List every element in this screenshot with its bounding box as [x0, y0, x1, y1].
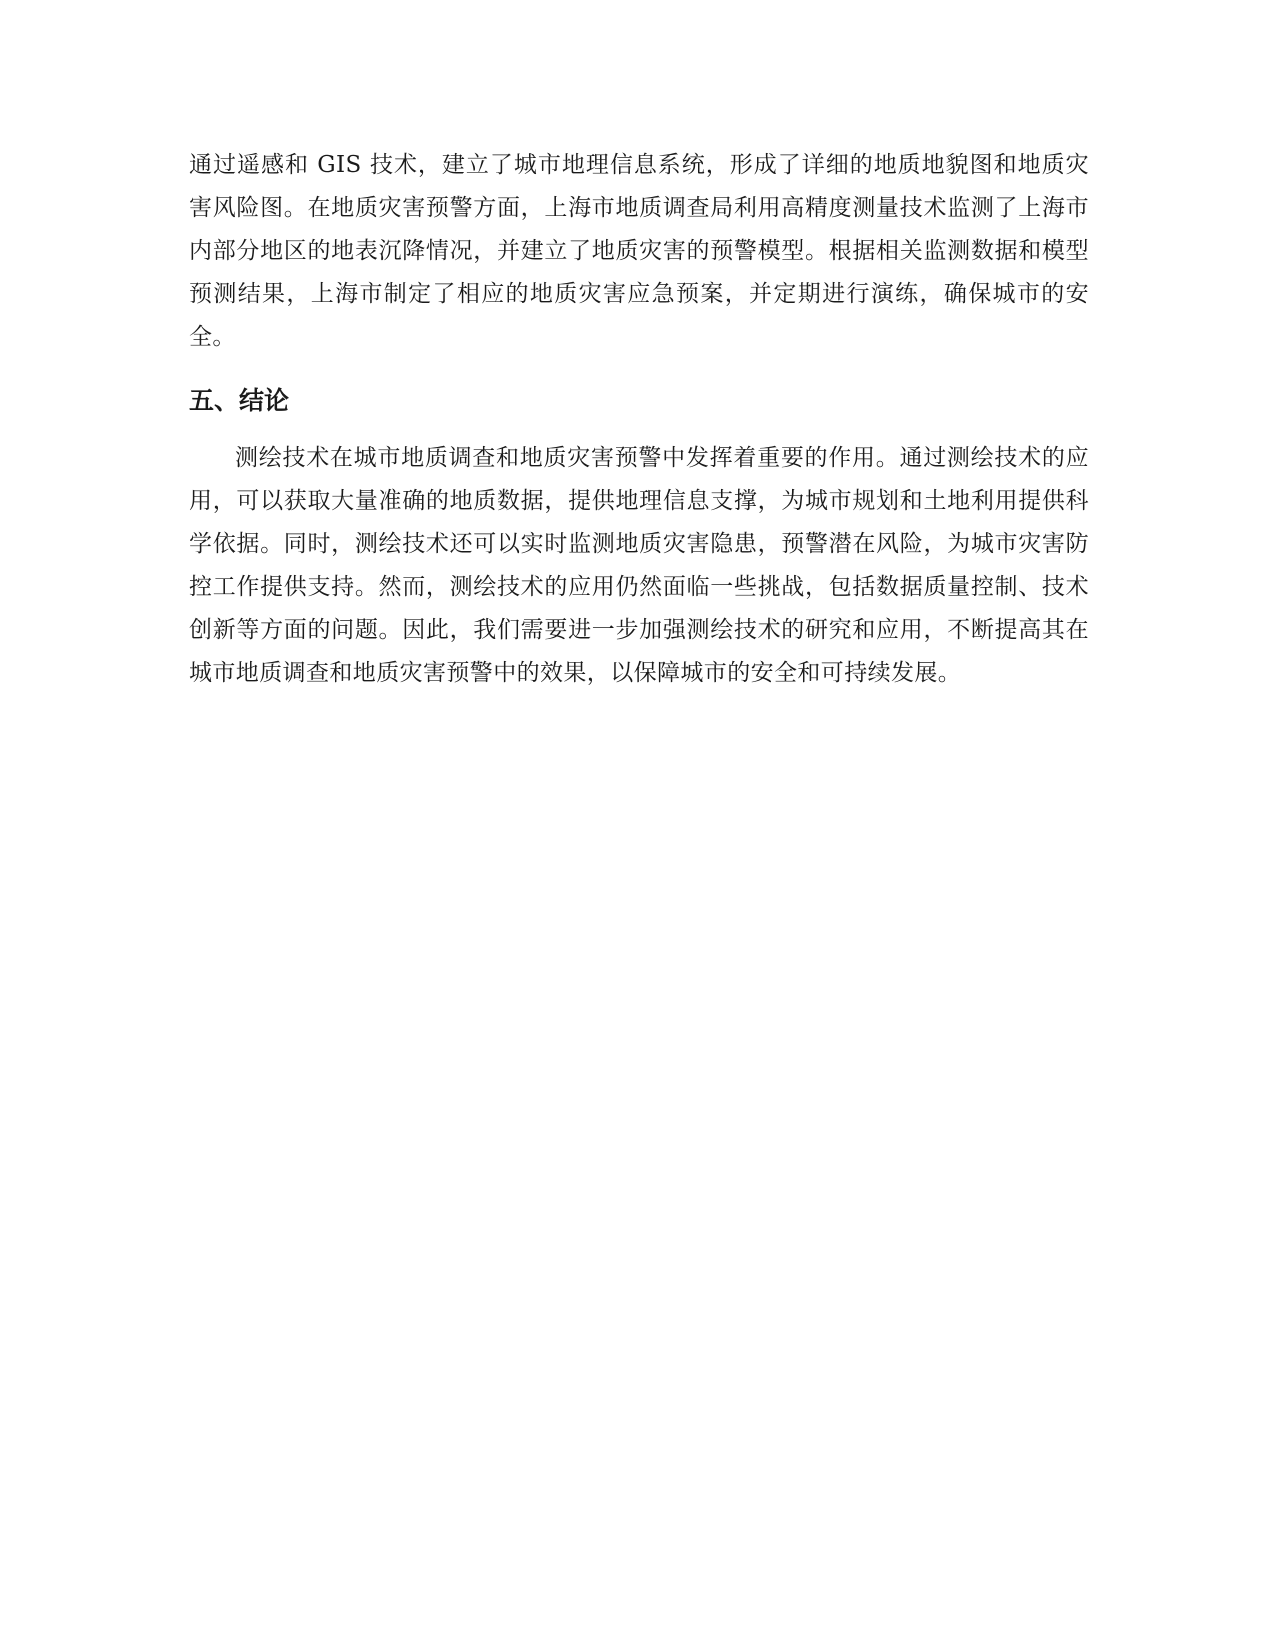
section-heading-conclusion: 五、结论 — [189, 386, 290, 415]
paragraph-continuation: 通过遥感和 GIS 技术，建立了城市地理信息系统，形成了详细的地质地貌图和地质灾害风险图。在地质灾害预警方面，上海市地质调查局利用高精度测量技术监测了上海市内部分地区的地表沉降情况，并建立了地质灾害的预警模型。根据相关监测数据和模型预测结果，上海市制定了相应的地质灾害应急预案，并定期进行演练，确保城市的安全。 — [189, 152, 1089, 350]
paragraph-conclusion: 测绘技术在城市地质调查和地质灾害预警中发挥着重要的作用。通过测绘技术的应用，可以获取大量准确的地质数据，提供地理信息支撑，为城市规划和土地利用提供科学依据。同时，测绘技术还可以实时监测地质灾害隐患，预警潜在风险，为城市灾害防控工作提供支持。然而，测绘技术的应用仍然面临一些挑战，包括数据质量控制、技术创新等方面的问题。因此，我们需要进一步加强测绘技术的研究和应用，不断提高其在城市地质调查和地质灾害预警中的效果，以保障城市的安全和可持续发展。 — [189, 445, 1089, 686]
document-body — [189, 144, 1089, 695]
